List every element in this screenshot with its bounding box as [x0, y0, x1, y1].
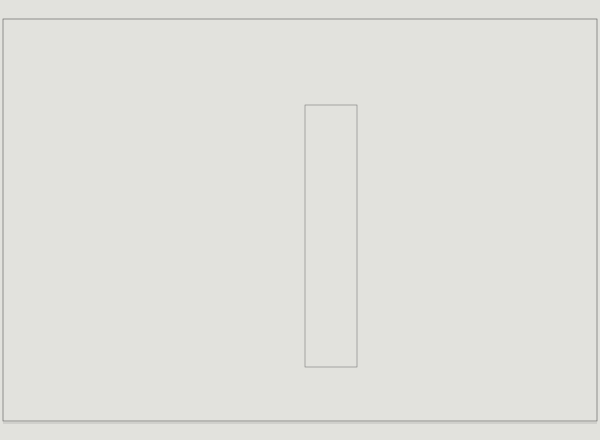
plate-frame	[3, 19, 597, 421]
middle-data-table	[305, 105, 357, 367]
